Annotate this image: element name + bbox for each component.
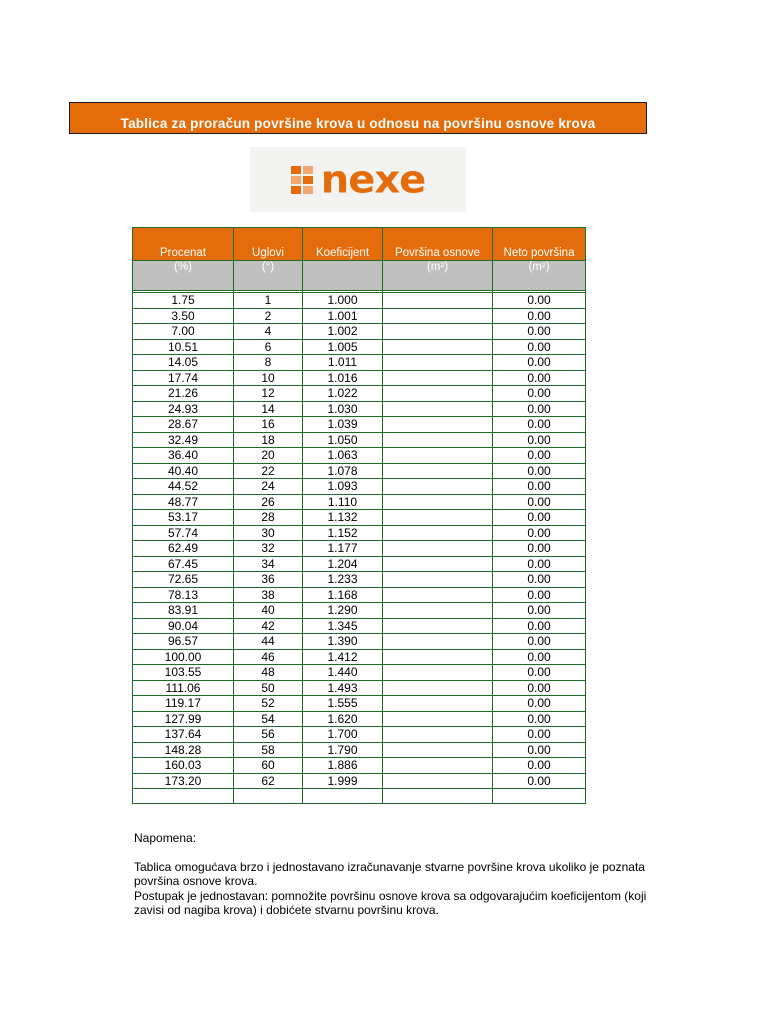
cell-procenat: 44.52 [133,479,234,495]
cell-koeficijent: 1.204 [303,556,383,572]
unit-povrsina-osnove: (m²) [383,261,493,291]
cell-koeficijent: 1.390 [303,634,383,650]
cell-povrsina-osnove [383,494,493,510]
cell-uglovi: 36 [234,572,303,588]
table-body [133,291,586,804]
cell-neto-povrsina: 0.00 [493,293,586,309]
title-banner [69,102,647,134]
cell-procenat: 28.67 [133,417,234,433]
table-row [133,494,586,510]
cell-koeficijent: 1.132 [303,510,383,526]
cell-uglovi: 60 [234,758,303,774]
cell-koeficijent: 1.999 [303,773,383,789]
cell-povrsina-osnove [383,510,493,526]
cell-procenat: 160.03 [133,758,234,774]
table-row [133,355,586,371]
table-row [133,525,586,541]
cell-uglovi: 18 [234,432,303,448]
cell-koeficijent: 1.168 [303,587,383,603]
table-row [133,479,586,495]
cell-povrsina-osnove [383,417,493,433]
cell-uglovi: 32 [234,541,303,557]
header-neto-povrsina: Neto površina [493,228,586,261]
cell-koeficijent: 1.030 [303,401,383,417]
cell-procenat: 21.26 [133,386,234,402]
table-row [133,680,586,696]
cell-neto-povrsina: 0.00 [493,308,586,324]
cell-uglovi: 62 [234,773,303,789]
cell-povrsina-osnove [383,727,493,743]
cell-uglovi: 12 [234,386,303,402]
cell-neto-povrsina: 0.00 [493,370,586,386]
cell-povrsina-osnove [383,432,493,448]
cell-neto-povrsina: 0.00 [493,758,586,774]
cell-neto-povrsina: 0.00 [493,572,586,588]
cell-povrsina-osnove [383,711,493,727]
table-row [133,293,586,309]
cell-neto-povrsina: 0.00 [493,401,586,417]
cell-uglovi: 50 [234,680,303,696]
cell-koeficijent: 1.177 [303,541,383,557]
cell-povrsina-osnove [383,370,493,386]
table-row [133,401,586,417]
cell-povrsina-osnove [383,293,493,309]
table-row [133,773,586,789]
cell-uglovi: 24 [234,479,303,495]
cell-povrsina-osnove [383,680,493,696]
cell-procenat: 72.65 [133,572,234,588]
cell-uglovi: 14 [234,401,303,417]
cell-neto-povrsina: 0.00 [493,680,586,696]
cell-koeficijent: 1.345 [303,618,383,634]
cell-uglovi: 48 [234,665,303,681]
cell-povrsina-osnove [383,556,493,572]
cell-neto-povrsina: 0.00 [493,386,586,402]
cell-empty [133,789,234,804]
cell-koeficijent: 1.555 [303,696,383,712]
cell-uglovi: 2 [234,308,303,324]
header-uglovi: Uglovi [234,228,303,261]
logo-mark-icon [291,166,313,194]
note-title: Napomena: [134,831,197,845]
cell-koeficijent: 1.790 [303,742,383,758]
table-row [133,649,586,665]
cell-uglovi: 1 [234,293,303,309]
cell-empty [303,789,383,804]
cell-povrsina-osnove [383,448,493,464]
cell-neto-povrsina: 0.00 [493,618,586,634]
cell-koeficijent: 1.290 [303,603,383,619]
cell-koeficijent: 1.886 [303,758,383,774]
cell-procenat: 3.50 [133,308,234,324]
cell-procenat: 67.45 [133,556,234,572]
cell-neto-povrsina: 0.00 [493,634,586,650]
cell-uglovi: 40 [234,603,303,619]
cell-procenat: 40.40 [133,463,234,479]
page-title: Tablica za proračun površine krova u odnosu na površinu osnove krova [120,116,596,131]
cell-koeficijent: 1.412 [303,649,383,665]
cell-neto-povrsina: 0.00 [493,448,586,464]
cell-uglovi: 46 [234,649,303,665]
cell-procenat: 48.77 [133,494,234,510]
cell-povrsina-osnove [383,665,493,681]
cell-koeficijent: 1.078 [303,463,383,479]
cell-neto-povrsina: 0.00 [493,479,586,495]
table-row [133,556,586,572]
cell-procenat: 62.49 [133,541,234,557]
cell-povrsina-osnove [383,401,493,417]
cell-povrsina-osnove [383,618,493,634]
nexe-logo [250,147,466,212]
cell-povrsina-osnove [383,634,493,650]
cell-uglovi: 58 [234,742,303,758]
cell-povrsina-osnove [383,649,493,665]
cell-uglovi: 30 [234,525,303,541]
cell-povrsina-osnove [383,308,493,324]
cell-uglovi: 10 [234,370,303,386]
table-row [133,386,586,402]
table-row [133,742,586,758]
cell-procenat: 111.06 [133,680,234,696]
cell-neto-povrsina: 0.00 [493,463,586,479]
table-row [133,541,586,557]
cell-koeficijent: 1.050 [303,432,383,448]
cell-uglovi: 20 [234,448,303,464]
cell-procenat: 119.17 [133,696,234,712]
cell-neto-povrsina: 0.00 [493,339,586,355]
cell-neto-povrsina: 0.00 [493,432,586,448]
cell-neto-povrsina: 0.00 [493,773,586,789]
cell-procenat: 14.05 [133,355,234,371]
table-row [133,572,586,588]
cell-procenat: 78.13 [133,587,234,603]
cell-uglovi: 52 [234,696,303,712]
cell-neto-povrsina: 0.00 [493,525,586,541]
units-row [133,261,586,291]
cell-neto-povrsina: 0.00 [493,649,586,665]
cell-procenat: 173.20 [133,773,234,789]
cell-neto-povrsina: 0.00 [493,665,586,681]
cell-koeficijent: 1.152 [303,525,383,541]
cell-koeficijent: 1.093 [303,479,383,495]
cell-povrsina-osnove [383,773,493,789]
cell-povrsina-osnove [383,479,493,495]
cell-povrsina-osnove [383,324,493,340]
table-row [133,758,586,774]
cell-neto-povrsina: 0.00 [493,603,586,619]
cell-koeficijent: 1.011 [303,355,383,371]
cell-neto-povrsina: 0.00 [493,417,586,433]
empty-row [133,789,586,804]
cell-empty [493,789,586,804]
cell-neto-povrsina: 0.00 [493,510,586,526]
table-row [133,463,586,479]
unit-neto-povrsina: (m²) [493,261,586,291]
cell-koeficijent: 1.493 [303,680,383,696]
cell-procenat: 96.57 [133,634,234,650]
cell-koeficijent: 1.000 [303,293,383,309]
header-procenat: Procenat [133,228,234,261]
table-row [133,432,586,448]
cell-empty [383,789,493,804]
cell-povrsina-osnove [383,742,493,758]
cell-uglovi: 42 [234,618,303,634]
cell-uglovi: 22 [234,463,303,479]
cell-procenat: 32.49 [133,432,234,448]
cell-procenat: 127.99 [133,711,234,727]
table-row [133,370,586,386]
cell-procenat: 17.74 [133,370,234,386]
unit-procenat: (%) [133,261,234,291]
cell-koeficijent: 1.233 [303,572,383,588]
cell-uglovi: 6 [234,339,303,355]
cell-koeficijent: 1.063 [303,448,383,464]
table-row [133,711,586,727]
cell-neto-povrsina: 0.00 [493,587,586,603]
cell-neto-povrsina: 0.00 [493,696,586,712]
cell-procenat: 57.74 [133,525,234,541]
header-povrsina-osnove: Površina osnove [383,228,493,261]
header-row [133,228,586,261]
cell-procenat: 103.55 [133,665,234,681]
cell-neto-povrsina: 0.00 [493,556,586,572]
cell-procenat: 148.28 [133,742,234,758]
cell-uglovi: 56 [234,727,303,743]
cell-koeficijent: 1.039 [303,417,383,433]
cell-povrsina-osnove [383,587,493,603]
unit-koeficijent [303,261,383,291]
cell-povrsina-osnove [383,339,493,355]
table-row [133,308,586,324]
cell-neto-povrsina: 0.00 [493,727,586,743]
cell-neto-povrsina: 0.00 [493,742,586,758]
cell-koeficijent: 1.440 [303,665,383,681]
table-row [133,587,586,603]
cell-koeficijent: 1.002 [303,324,383,340]
table-row [133,448,586,464]
header-koeficijent: Koeficijent [303,228,383,261]
cell-koeficijent: 1.016 [303,370,383,386]
cell-neto-povrsina: 0.00 [493,494,586,510]
cell-povrsina-osnove [383,525,493,541]
cell-povrsina-osnove [383,758,493,774]
cell-procenat: 36.40 [133,448,234,464]
cell-koeficijent: 1.620 [303,711,383,727]
cell-neto-povrsina: 0.00 [493,541,586,557]
cell-povrsina-osnove [383,355,493,371]
cell-uglovi: 8 [234,355,303,371]
table-row [133,324,586,340]
table-row [133,339,586,355]
cell-uglovi: 38 [234,587,303,603]
cell-povrsina-osnove [383,463,493,479]
unit-uglovi: (°) [234,261,303,291]
cell-koeficijent: 1.700 [303,727,383,743]
cell-povrsina-osnove [383,572,493,588]
cell-procenat: 53.17 [133,510,234,526]
cell-procenat: 100.00 [133,649,234,665]
cell-koeficijent: 1.005 [303,339,383,355]
cell-povrsina-osnove [383,541,493,557]
cell-procenat: 10.51 [133,339,234,355]
cell-uglovi: 16 [234,417,303,433]
cell-koeficijent: 1.110 [303,494,383,510]
table-row [133,634,586,650]
note-paragraph-1: Tablica omogućava brzo i jednostavano izračunavanje stvarne površine krova ukoliko je poznata površina osnove krova. [134,859,645,889]
cell-uglovi: 26 [234,494,303,510]
cell-neto-povrsina: 0.00 [493,324,586,340]
table-row [133,696,586,712]
cell-koeficijent: 1.022 [303,386,383,402]
note-section [134,831,654,918]
logo-wordmark: nexe [320,157,426,202]
cell-neto-povrsina: 0.00 [493,355,586,371]
roof-area-table [132,227,586,804]
cell-uglovi: 44 [234,634,303,650]
cell-povrsina-osnove [383,603,493,619]
table-row [133,665,586,681]
note-paragraph-2: Postupak je jednostavan: pomnožite površinu osnove krova sa odgovarajućim koeficijentom (koji zavisi od nagiba krova) i dobićete stvarnu površinu krova. [134,888,647,918]
table-row [133,727,586,743]
cell-uglovi: 34 [234,556,303,572]
cell-empty [234,789,303,804]
table-row [133,618,586,634]
cell-procenat: 24.93 [133,401,234,417]
cell-uglovi: 4 [234,324,303,340]
cell-procenat: 1.75 [133,293,234,309]
cell-povrsina-osnove [383,386,493,402]
cell-procenat: 7.00 [133,324,234,340]
cell-uglovi: 28 [234,510,303,526]
cell-procenat: 83.91 [133,603,234,619]
table-row [133,417,586,433]
cell-neto-povrsina: 0.00 [493,711,586,727]
cell-uglovi: 54 [234,711,303,727]
cell-koeficijent: 1.001 [303,308,383,324]
table-row [133,510,586,526]
table-row [133,603,586,619]
cell-procenat: 137.64 [133,727,234,743]
cell-procenat: 90.04 [133,618,234,634]
cell-povrsina-osnove [383,696,493,712]
